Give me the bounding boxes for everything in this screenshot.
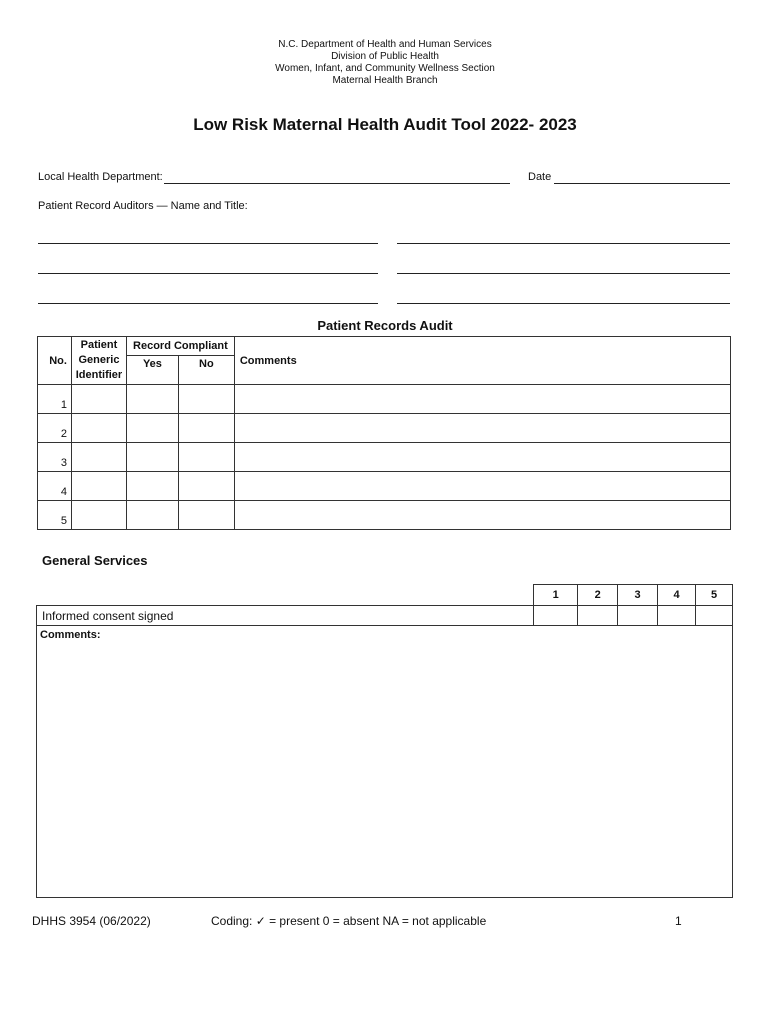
auditor-line-5[interactable] <box>38 303 378 304</box>
row-number: 5 <box>38 501 72 530</box>
yes-cell[interactable] <box>126 501 178 530</box>
comments-box[interactable] <box>36 625 733 898</box>
date-line[interactable] <box>554 183 730 184</box>
no-cell[interactable] <box>178 501 234 530</box>
blank-header-cell <box>37 585 534 606</box>
form-number: DHHS 3954 (06/2022) <box>32 914 151 928</box>
yes-cell[interactable] <box>126 443 178 472</box>
col-header-4: 4 <box>658 585 696 606</box>
comments-cell[interactable] <box>234 385 730 414</box>
col-record-compliant-header: Record Compliant <box>126 337 234 356</box>
informed-consent-label: Informed consent signed <box>37 606 534 626</box>
table-row <box>38 385 731 414</box>
branch-name: Maternal Health Branch <box>332 75 438 86</box>
comments-label: Comments: <box>40 629 101 641</box>
general-services-table <box>36 584 733 626</box>
table-row <box>38 443 731 472</box>
score-cell-4[interactable] <box>658 606 696 626</box>
auditor-line-4[interactable] <box>397 273 730 274</box>
score-cell-2[interactable] <box>578 606 618 626</box>
yes-cell[interactable] <box>126 472 178 501</box>
date-label: Date <box>528 171 552 183</box>
auditor-line-3[interactable] <box>38 273 378 274</box>
agency-name: N.C. Department of Health and Human Services <box>278 39 492 50</box>
row-number: 4 <box>38 472 72 501</box>
col-header-5: 5 <box>696 585 733 606</box>
page-title: Low Risk Maternal Health Audit Tool 2022- 2023 <box>193 115 577 134</box>
coding-legend: Coding: ✓ = present 0 = absent NA = not applicable <box>211 914 487 928</box>
comments-cell[interactable] <box>234 414 730 443</box>
comments-cell[interactable] <box>234 501 730 530</box>
auditors-label: Patient Record Auditors — Name and Title: <box>38 200 248 212</box>
comments-cell[interactable] <box>234 472 730 501</box>
col-header-2: 2 <box>578 585 618 606</box>
table-row <box>38 414 731 443</box>
col-no-answer-header: No <box>178 355 234 384</box>
score-cell-1[interactable] <box>534 606 578 626</box>
page-number: 1 <box>675 914 682 928</box>
identifier-cell[interactable] <box>71 385 126 414</box>
patient-records-table <box>37 336 731 530</box>
identifier-cell[interactable] <box>71 443 126 472</box>
col-identifier-header: Patient Generic Identifier <box>71 337 126 385</box>
auditor-line-2[interactable] <box>397 243 730 244</box>
no-cell[interactable] <box>178 472 234 501</box>
row-number: 3 <box>38 443 72 472</box>
auditor-line-6[interactable] <box>397 303 730 304</box>
score-cell-5[interactable] <box>696 606 733 626</box>
col-no-header: No. <box>38 337 72 385</box>
comments-cell[interactable] <box>234 443 730 472</box>
row-number: 2 <box>38 414 72 443</box>
col-header-3: 3 <box>618 585 658 606</box>
local-health-dept-label: Local Health Department: <box>38 171 163 183</box>
col-comments-header: Comments <box>234 337 730 385</box>
audit-section-title: Patient Records Audit <box>317 318 453 333</box>
table-row <box>38 472 731 501</box>
identifier-cell[interactable] <box>71 501 126 530</box>
identifier-cell[interactable] <box>71 472 126 501</box>
yes-cell[interactable] <box>126 414 178 443</box>
col-yes-header: Yes <box>126 355 178 384</box>
section-name: Women, Infant, and Community Wellness Section <box>275 63 495 74</box>
score-cell-3[interactable] <box>618 606 658 626</box>
division-name: Division of Public Health <box>331 51 439 62</box>
local-health-dept-line[interactable] <box>164 183 510 184</box>
col-header-1: 1 <box>534 585 578 606</box>
no-cell[interactable] <box>178 443 234 472</box>
table-row <box>38 501 731 530</box>
auditor-line-1[interactable] <box>38 243 378 244</box>
table-row <box>37 606 733 626</box>
row-number: 1 <box>38 385 72 414</box>
general-services-title: General Services <box>42 553 148 568</box>
yes-cell[interactable] <box>126 385 178 414</box>
identifier-cell[interactable] <box>71 414 126 443</box>
no-cell[interactable] <box>178 414 234 443</box>
no-cell[interactable] <box>178 385 234 414</box>
